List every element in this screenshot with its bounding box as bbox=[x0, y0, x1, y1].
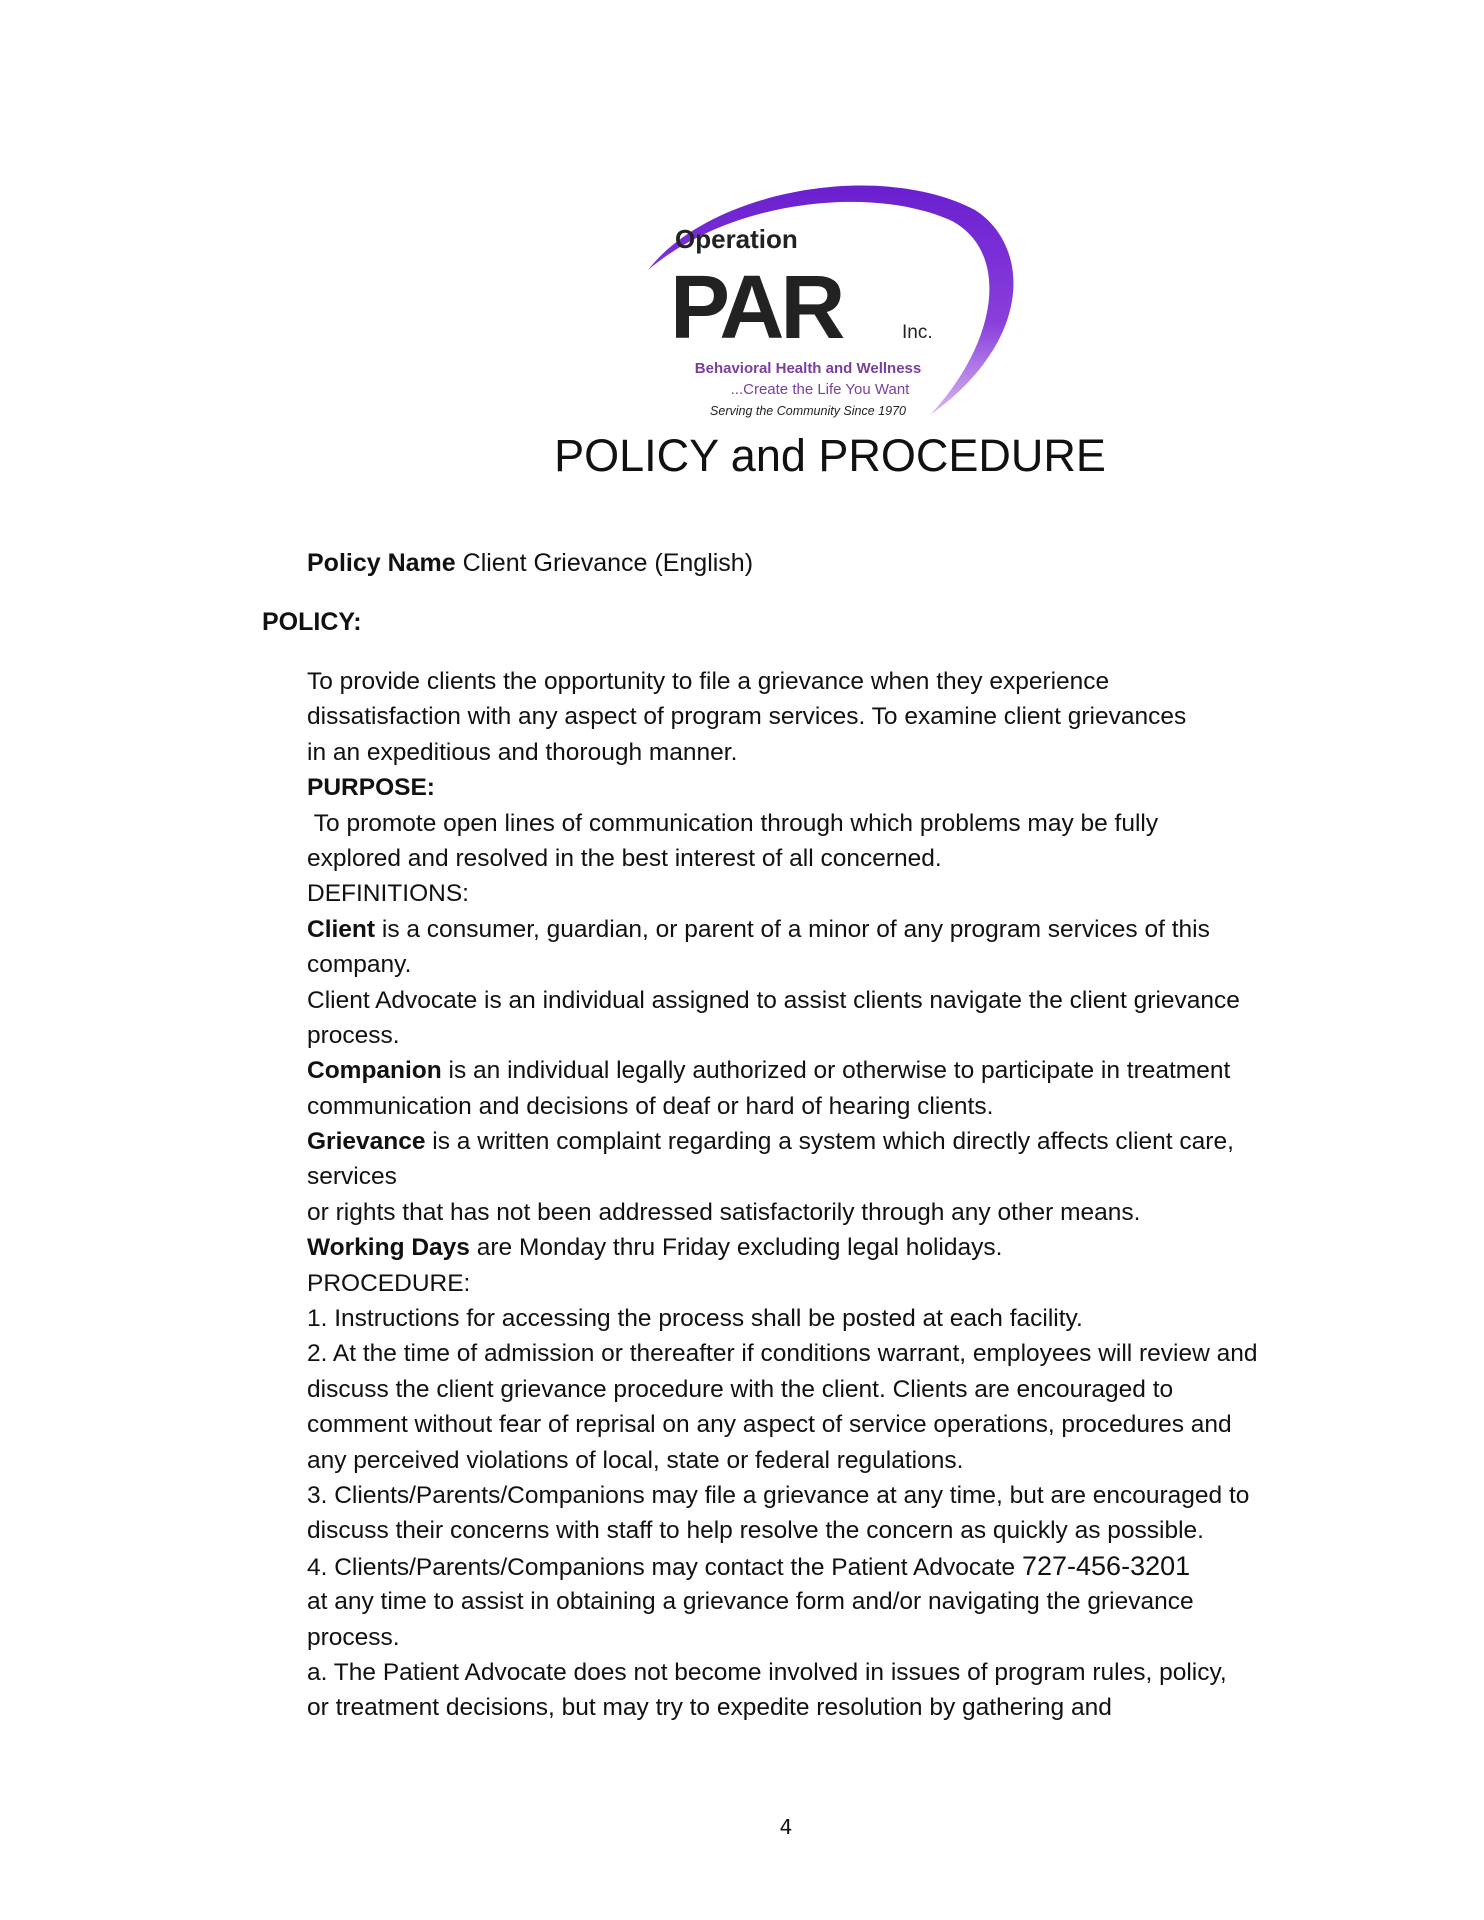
text-line bbox=[307, 699, 1258, 734]
line-text: is an individual legally authorized or otherwise to participate in treatment bbox=[441, 1057, 1231, 1085]
line-text: or treatment decisions, but may try to expedite resolution by gathering and bbox=[307, 1694, 1112, 1722]
line-text: explored and resolved in the best interest of all concerned. bbox=[307, 844, 942, 872]
text-line bbox=[307, 1266, 1258, 1301]
text-line bbox=[307, 1372, 1258, 1407]
policy-name bbox=[307, 546, 753, 580]
bold-term: Client bbox=[307, 915, 376, 943]
policy-heading: POLICY: bbox=[262, 608, 362, 636]
line-text: are Monday thru Friday excluding legal holidays. bbox=[469, 1234, 1003, 1262]
text-line bbox=[307, 983, 1258, 1018]
text-line bbox=[307, 1053, 1258, 1088]
text-line bbox=[307, 1089, 1258, 1124]
text-line bbox=[307, 1124, 1258, 1159]
logo-graphic bbox=[630, 170, 1030, 425]
line-text: company. bbox=[307, 951, 412, 979]
phone-number: 727-456-3201 bbox=[1021, 1550, 1191, 1581]
bold-term: Working Days bbox=[307, 1234, 470, 1262]
line-text: 2. At the time of admission or thereafter if conditions warrant, employees will review and bbox=[307, 1340, 1258, 1368]
logo-operation-text: Operation bbox=[675, 224, 798, 254]
logo-tagline-2: ...Create the Life You Want bbox=[730, 381, 910, 398]
bold-term: Grievance bbox=[307, 1128, 426, 1156]
bold-term: Companion bbox=[307, 1057, 442, 1085]
text-line bbox=[307, 1159, 1258, 1194]
logo-tagline-1: Behavioral Health and Wellness bbox=[694, 360, 922, 377]
text-line bbox=[307, 1195, 1258, 1230]
line-text: services bbox=[307, 1163, 397, 1191]
text-line bbox=[307, 1018, 1258, 1053]
text-line bbox=[307, 1690, 1258, 1725]
text-line bbox=[307, 947, 1258, 982]
line-text: dissatisfaction with any aspect of program services. To examine client grievances bbox=[307, 703, 1187, 731]
line-text: a. The Patient Advocate does not become involved in issues of program rules, policy, bbox=[307, 1658, 1227, 1686]
logo-par-text: PAR bbox=[670, 258, 842, 358]
line-text: To promote open lines of communication through which problems may be fully bbox=[307, 809, 1159, 837]
text-line bbox=[307, 1584, 1258, 1619]
line-text: 3. Clients/Parents/Companions may file a grievance at any time, but are encouraged to bbox=[307, 1481, 1250, 1509]
line-text: process. bbox=[307, 1021, 400, 1049]
operation-par-logo bbox=[630, 170, 1030, 425]
line-text: communication and decisions of deaf or hard of hearing clients. bbox=[307, 1092, 994, 1120]
line-text: at any time to assist in obtaining a grievance form and/or navigating the grievance bbox=[307, 1588, 1194, 1616]
line-text: in an expeditious and thorough manner. bbox=[307, 738, 738, 766]
line-text: or rights that has not been addressed satisfactorily through any other means. bbox=[307, 1198, 1141, 1226]
text-line bbox=[307, 664, 1258, 699]
text-line bbox=[307, 1443, 1258, 1478]
text-line bbox=[307, 806, 1258, 841]
policy-name-value: Client Grievance (English) bbox=[455, 549, 754, 577]
line-text: To provide clients the opportunity to file a grievance when they experience bbox=[307, 668, 1110, 695]
document-body bbox=[307, 664, 1258, 1726]
line-text: discuss their concerns with staff to help resolve the concern as quickly as possible. bbox=[307, 1517, 1204, 1545]
line-text: is a consumer, guardian, or parent of a minor of any program services of this bbox=[375, 915, 1210, 943]
line-text: any perceived violations of local, state or federal regulations. bbox=[307, 1446, 964, 1474]
line-text: PROCEDURE: bbox=[307, 1269, 471, 1297]
line-text: DEFINITIONS: bbox=[307, 880, 469, 908]
text-line bbox=[307, 876, 1258, 911]
policy-name-label: Policy Name bbox=[307, 549, 456, 577]
text-line bbox=[307, 1478, 1258, 1513]
logo-inc-text: Inc. bbox=[902, 322, 933, 343]
line-text: Client Advocate is an individual assigned to assist clients navigate the client grievance bbox=[307, 986, 1240, 1014]
page-title: POLICY and PROCEDURE bbox=[554, 430, 1106, 481]
line-text: comment without fear of reprisal on any aspect of service operations, procedures and bbox=[307, 1411, 1232, 1439]
text-line bbox=[307, 1230, 1258, 1265]
line-text: 4. Clients/Parents/Companions may contact the Patient Advocate bbox=[307, 1553, 1022, 1581]
text-line bbox=[307, 1549, 1258, 1584]
text-line bbox=[307, 1336, 1258, 1371]
text-line bbox=[307, 912, 1258, 947]
text-line bbox=[307, 1301, 1258, 1336]
text-line bbox=[307, 1407, 1258, 1442]
logo-tagline-3: Serving the Community Since 1970 bbox=[710, 404, 906, 418]
text-line bbox=[307, 735, 1258, 770]
line-text: is a written complaint regarding a system which directly affects client care, bbox=[425, 1128, 1234, 1156]
text-line bbox=[307, 1513, 1258, 1548]
bold-term: PURPOSE: bbox=[307, 774, 435, 802]
text-line bbox=[307, 841, 1258, 876]
text-line bbox=[307, 770, 1258, 805]
line-text: 1. Instructions for accessing the process shall be posted at each facility. bbox=[307, 1305, 1083, 1333]
page-number: 4 bbox=[779, 1815, 793, 1839]
line-text: process. bbox=[307, 1623, 400, 1651]
line-text: discuss the client grievance procedure with the client. Clients are encouraged to bbox=[307, 1375, 1174, 1403]
text-line bbox=[307, 1655, 1258, 1690]
text-line bbox=[307, 1620, 1258, 1655]
